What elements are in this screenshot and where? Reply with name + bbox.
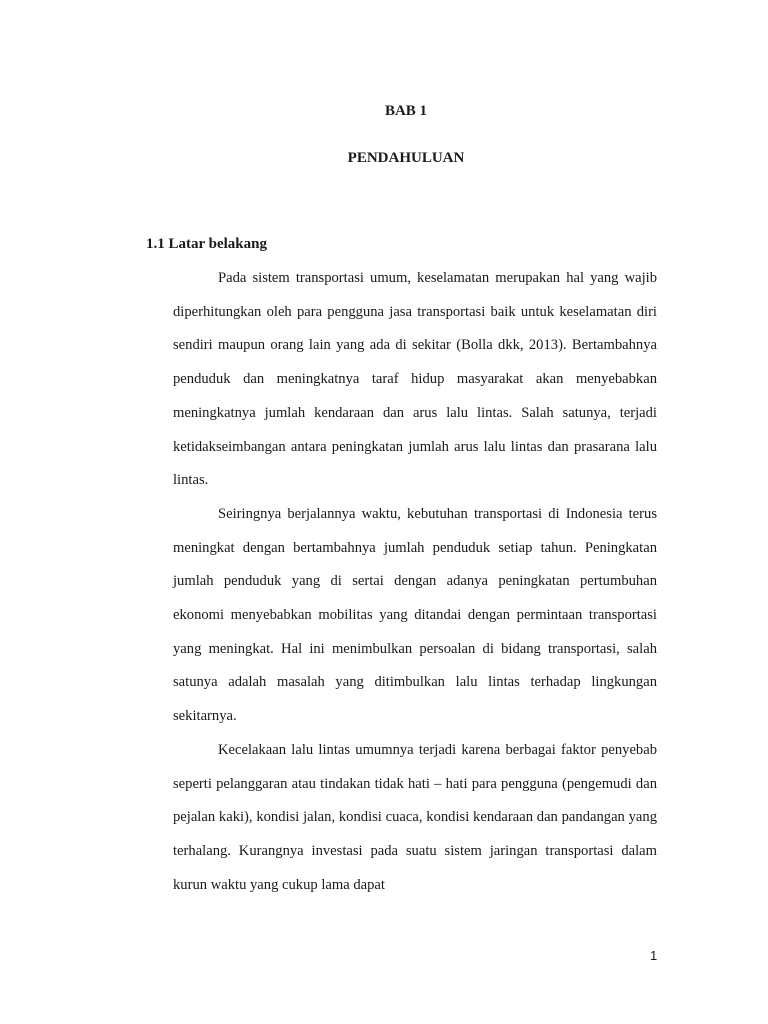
chapter-number: BAB 1 [384,103,428,119]
paragraph: Pada sistem transportasi umum, keselamatan merupakan hal yang wajib diperhitungkan oleh para pengguna jasa transportasi baik untuk keselamatan diri sendiri maupun orang lain yang ada di sekitar (Bolla dkk, 2013). Bertambahnya penduduk dan meningkatnya taraf hidup masyarakat akan menyebabkan meningkatnya jumlah kendaraan dan arus lalu lintas. Salah satunya, terjadi ketidakseimbangan antara peningkatan jumlah arus lalu lintas dan prasarana lalu lintas. [173,270,657,489]
chapter-title: PENDAHULUAN [347,150,465,166]
section-title: 1.1 Latar belakang [146,236,267,252]
page-number: 1 [650,948,658,963]
body-text [173,262,657,902]
paragraph: Seiringnya berjalannya waktu, kebutuhan transportasi di Indonesia terus meningkat dengan bertambahnya jumlah penduduk setiap tahun. Peningkatan jumlah penduduk yang di sertai dengan adanya peningkatan pertumbuhan ekonomi menyebabkan mobilitas yang ditandai dengan permintaan transportasi yang meningkat. Hal ini menimbulkan persoalan di bidang transportasi, salah satunya adalah masalah yang ditimbulkan lalu lintas terhadap lingkungan sekitarnya. [173,505,657,725]
paragraph: Kecelakaan lalu lintas umumnya terjadi karena berbagai faktor penyebab seperti pelanggaran atau tindakan tidak hati – hati para pengguna (pengemudi dan pejalan kaki), kondisi jalan, kondisi cuaca, kondisi kendaraan dan pandangan yang terhalang. Kurangnya investasi pada suatu sistem jaringan transportasi dalam kurun waktu yang cukup lama dapat [173,741,657,893]
